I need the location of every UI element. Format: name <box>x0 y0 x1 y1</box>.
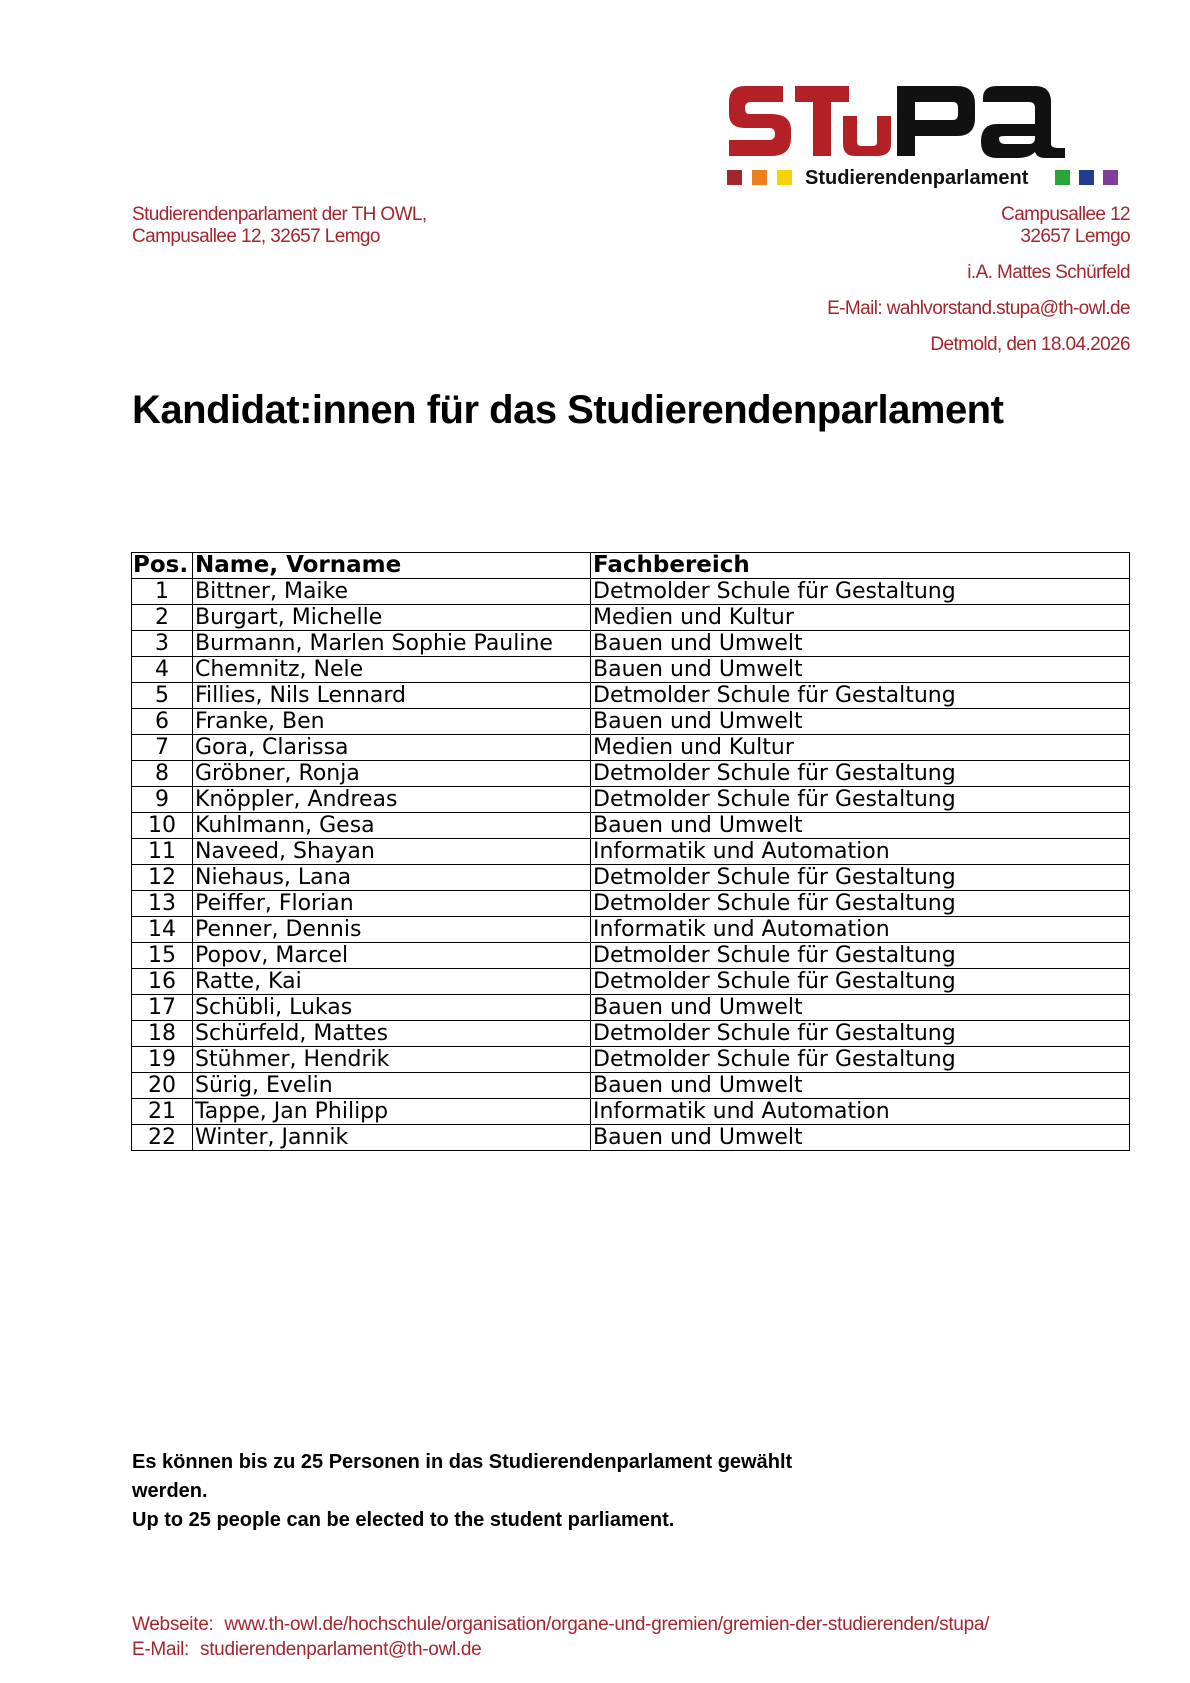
row-faculty: Bauen und Umwelt <box>591 1073 1130 1099</box>
table-row <box>132 891 1130 917</box>
stupa-logo <box>725 78 1125 203</box>
table-row <box>132 579 1130 605</box>
table-row <box>132 943 1130 969</box>
row-faculty: Detmolder Schule für Gestaltung <box>591 891 1130 917</box>
footer-email-link[interactable]: studierendenparlament@th-owl.de <box>200 1639 482 1660</box>
row-name: Chemnitz, Nele <box>193 657 591 683</box>
row-pos: 12 <box>132 865 193 891</box>
table-row <box>132 1099 1130 1125</box>
table-row <box>132 605 1130 631</box>
row-name: Tappe, Jan Philipp <box>193 1099 591 1125</box>
footer <box>132 1612 989 1662</box>
sender-address <box>132 204 427 248</box>
row-name: Fillies, Nils Lennard <box>193 683 591 709</box>
row-pos: 13 <box>132 891 193 917</box>
sender-line-1: Studierendenparlament der TH OWL, <box>132 204 427 225</box>
table-row <box>132 813 1130 839</box>
table-header-row <box>132 553 1130 579</box>
row-name: Schübli, Lukas <box>193 995 591 1021</box>
footer-email <box>132 1637 989 1662</box>
table-row <box>132 1021 1130 1047</box>
row-faculty: Medien und Kultur <box>591 605 1130 631</box>
footer-website <box>132 1612 989 1637</box>
contact-block <box>827 204 1130 356</box>
row-name: Burmann, Marlen Sophie Pauline <box>193 631 591 657</box>
row-name: Burgart, Michelle <box>193 605 591 631</box>
contact-city: 32657 Lemgo <box>1020 226 1130 247</box>
row-pos: 4 <box>132 657 193 683</box>
row-pos: 11 <box>132 839 193 865</box>
row-pos: 21 <box>132 1099 193 1125</box>
row-name: Kuhlmann, Gesa <box>193 813 591 839</box>
table-row <box>132 683 1130 709</box>
row-pos: 9 <box>132 787 193 813</box>
row-pos: 20 <box>132 1073 193 1099</box>
contact-street: Campusallee 12 <box>1001 204 1130 225</box>
row-name: Niehaus, Lana <box>193 865 591 891</box>
row-faculty: Bauen und Umwelt <box>591 813 1130 839</box>
row-name: Ratte, Kai <box>193 969 591 995</box>
footer-website-label: Webseite: <box>132 1614 214 1635</box>
table-row <box>132 969 1130 995</box>
row-faculty: Informatik und Automation <box>591 917 1130 943</box>
row-faculty: Detmolder Schule für Gestaltung <box>591 761 1130 787</box>
table-row <box>132 995 1130 1021</box>
note-en: Up to 25 people can be elected to the student parliament. <box>132 1509 675 1531</box>
table-row <box>132 1073 1130 1099</box>
row-faculty: Detmolder Schule für Gestaltung <box>591 865 1130 891</box>
row-name: Bittner, Maike <box>193 579 591 605</box>
row-name: Franke, Ben <box>193 709 591 735</box>
row-faculty: Bauen und Umwelt <box>591 995 1130 1021</box>
page-title: Kandidat:innen für das Studierendenparlament <box>132 388 1004 432</box>
row-faculty: Bauen und Umwelt <box>591 657 1130 683</box>
row-faculty: Detmolder Schule für Gestaltung <box>591 1047 1130 1073</box>
row-faculty: Informatik und Automation <box>591 839 1130 865</box>
row-name: Peiffer, Florian <box>193 891 591 917</box>
footer-email-label: E-Mail: <box>132 1639 190 1660</box>
row-name: Popov, Marcel <box>193 943 591 969</box>
row-pos: 16 <box>132 969 193 995</box>
row-name: Schürfeld, Mattes <box>193 1021 591 1047</box>
table-row <box>132 657 1130 683</box>
row-faculty: Detmolder Schule für Gestaltung <box>591 579 1130 605</box>
table-row <box>132 839 1130 865</box>
row-pos: 19 <box>132 1047 193 1073</box>
row-pos: 1 <box>132 579 193 605</box>
row-name: Penner, Dennis <box>193 917 591 943</box>
table-row <box>132 865 1130 891</box>
table-body <box>132 579 1130 1151</box>
row-name: Gora, Clarissa <box>193 735 591 761</box>
table-row <box>132 735 1130 761</box>
row-faculty: Detmolder Schule für Gestaltung <box>591 969 1130 995</box>
row-faculty: Bauen und Umwelt <box>591 709 1130 735</box>
document-date: Detmold, den 18.04.2026 <box>930 334 1130 355</box>
logo-subtitle: Studierendenparlament <box>805 167 1029 189</box>
row-pos: 15 <box>132 943 193 969</box>
row-faculty: Detmolder Schule für Gestaltung <box>591 683 1130 709</box>
table-row <box>132 709 1130 735</box>
footer-website-link[interactable]: www.th-owl.de/hochschule/organisation/organe-und-gremien/gremien-der-studierenden/stupa/ <box>224 1614 990 1635</box>
sender-line-2: Campusallee 12, 32657 Lemgo <box>132 226 380 247</box>
header-pos: Pos. <box>132 553 193 579</box>
stupa-logo-graphic <box>725 78 1125 203</box>
table-row <box>132 787 1130 813</box>
candidates-table <box>131 552 1130 1151</box>
row-name: Naveed, Shayan <box>193 839 591 865</box>
row-faculty: Bauen und Umwelt <box>591 1125 1130 1151</box>
row-faculty: Informatik und Automation <box>591 1099 1130 1125</box>
row-pos: 5 <box>132 683 193 709</box>
contact-person: i.A. Mattes Schürfeld <box>967 262 1130 283</box>
row-pos: 7 <box>132 735 193 761</box>
row-faculty: Detmolder Schule für Gestaltung <box>591 1021 1130 1047</box>
row-pos: 2 <box>132 605 193 631</box>
election-note <box>132 1448 852 1535</box>
row-name: Winter, Jannik <box>193 1125 591 1151</box>
header-faculty: Fachbereich <box>591 553 1130 579</box>
row-faculty: Detmolder Schule für Gestaltung <box>591 787 1130 813</box>
note-de-line-1: Es können bis zu 25 Personen in das Studierendenparlament gewählt <box>132 1451 793 1473</box>
table-row <box>132 1125 1130 1151</box>
row-pos: 18 <box>132 1021 193 1047</box>
row-name: Stühmer, Hendrik <box>193 1047 591 1073</box>
row-pos: 6 <box>132 709 193 735</box>
table-row <box>132 917 1130 943</box>
row-pos: 22 <box>132 1125 193 1151</box>
row-pos: 14 <box>132 917 193 943</box>
row-pos: 3 <box>132 631 193 657</box>
table-row <box>132 761 1130 787</box>
note-de-line-2: werden. <box>132 1480 208 1502</box>
row-name: Knöppler, Andreas <box>193 787 591 813</box>
row-faculty: Medien und Kultur <box>591 735 1130 761</box>
row-pos: 8 <box>132 761 193 787</box>
table-row <box>132 631 1130 657</box>
header-name: Name, Vorname <box>193 553 591 579</box>
row-name: Gröbner, Ronja <box>193 761 591 787</box>
row-faculty: Bauen und Umwelt <box>591 631 1130 657</box>
row-pos: 10 <box>132 813 193 839</box>
row-pos: 17 <box>132 995 193 1021</box>
table-row <box>132 1047 1130 1073</box>
row-faculty: Detmolder Schule für Gestaltung <box>591 943 1130 969</box>
contact-email: E-Mail: wahlvorstand.stupa@th-owl.de <box>827 298 1130 319</box>
row-name: Sürig, Evelin <box>193 1073 591 1099</box>
